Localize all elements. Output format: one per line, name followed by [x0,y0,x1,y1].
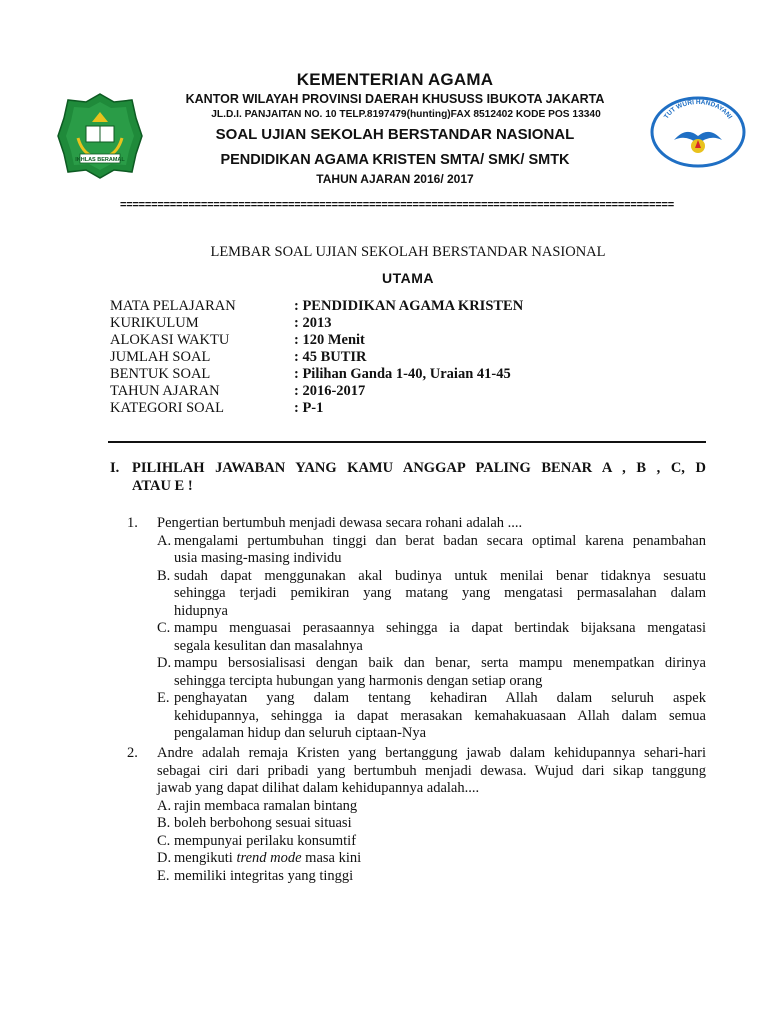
option-text-line: mengalami pertumbuhan tinggi dan berat badan secara optimal karena penambahan [174,532,706,549]
info-row [110,366,710,383]
svg-text:TUT WURI HANDAYANI: TUT WURI HANDAYANI [662,98,734,121]
option-text-line: penghayatan yang dalam tentang kehadiran Allah dalam seluruh aspek [174,690,706,706]
exam-name: SOAL UJIAN SEKOLAH BERSTANDAR NASIONAL [215,126,575,143]
question-text-line: jawab yang dapat dilihat dalam kehidupannya adalah.... [157,780,480,796]
option-text-line: boleh berbohong sesuai situasi [174,815,352,831]
option-text-line: mampu menguasai perasaannya sehingga ia dapat bertindak bijaksana mengatasi [174,620,706,636]
year-line: TAHUN AJARAN 2016/ 2017 [316,172,474,186]
option-text-line: segala kesulitan dan masalahnya [174,637,363,654]
option-text [174,568,706,621]
info-value: : 45 BUTIR [294,349,367,365]
question-text [157,745,706,798]
info-row [110,298,710,315]
option-letter: E. [157,867,170,884]
tut-wuri-handayani-icon [650,96,746,168]
info-value: : PENDIDIKAN AGAMA KRISTEN [294,298,524,314]
info-key: BENTUK SOAL [110,366,211,382]
question-number: 1. [127,515,138,531]
info-key: ALOKASI WAKTU [110,332,230,348]
option-text-line: kehidupannya, sehingga ia dapat merasakan kemahakuasaan Allah dalam semua [174,707,706,724]
option-text [174,690,706,743]
question-text-line: Pengertian bertumbuh menjadi dewasa secara rohani adalah .... [157,515,523,531]
option-text [174,868,706,886]
option-text [174,798,706,816]
option-letter: B. [157,815,171,831]
sheet-title: LEMBAR SOAL UJIAN SEKOLAH BERSTANDAR NASIONAL [210,244,606,260]
svg-text:IKHLAS BERAMAL: IKHLAS BERAMAL [75,157,125,163]
option-text-line: hidupnya [174,602,228,619]
info-key: KATEGORI SOAL [110,400,224,416]
section-instruction-line1: PILIHLAH JAWABAN YANG KAMU ANGGAP PALING BENAR A , B , C, D [132,460,706,476]
option-letter: A. [157,532,172,549]
option-text-line [174,850,706,868]
question-text [157,515,706,533]
option-letter: A. [157,797,172,814]
ministry-title: KEMENTERIAN AGAMA [296,70,494,89]
option-letter: C. [157,620,171,636]
info-key: MATA PELAJARAN [110,298,236,314]
option-text-line: sehingga terjadi pemikiran yang matang yang mengatasi permasalahan dalam [174,585,706,601]
option-text [174,620,706,655]
option-text-italic: trend mode [236,850,302,866]
option-text-part: masa kini [301,850,362,866]
info-key: KURIKULUM [110,315,199,331]
question-number: 2. [127,745,138,761]
info-value: : 2013 [294,315,332,331]
info-value: : P-1 [294,400,324,416]
section-number: I. [110,460,120,476]
sheet-subtitle: UTAMA [381,270,434,286]
option-text [174,815,706,833]
option-text-line: sehingga tercipta hubungan yang harmonis dengan setiap orang [174,672,543,689]
info-row [110,349,710,366]
option-text-line: mampu bersosialisasi dengan baik dan benar, serta mampu menempatkan dirinya [174,655,706,671]
option-text-part: mengikuti [174,850,237,866]
option-text-line: pengalaman hidup dan seluruh ciptaan-Nya [174,725,427,741]
option-text-line: usia masing-masing individu [174,550,342,566]
info-row [110,400,710,417]
info-key: JUMLAH SOAL [110,349,211,365]
info-value: : 120 Menit [294,332,365,348]
question-text-line: Andre adalah remaja Kristen yang bertanggung jawab dalam kehidupannya sehari-hari [157,745,706,761]
office-name: KANTOR WILAYAH PROVINSI DAERAH KHUSUSS IBUKOTA JAKARTA [185,92,605,106]
option-letter: E. [157,690,170,706]
option-letter: C. [157,832,171,849]
option-letter: D. [157,655,172,671]
option-text [174,655,706,690]
office-address: JL.D.I. PANJAITAN NO. 10 TELP.8197479(hunting)FAX 8512402 KODE POS 13340 [211,109,601,120]
info-row [110,383,710,400]
option-letter: B. [157,567,171,584]
double-rule: ========================================================================================= [120,199,674,211]
info-value: : 2016-2017 [294,383,366,399]
option-text-line: rajin membaca ramalan bintang [174,797,358,814]
option-text-line: mempunyai perilaku konsumtif [174,832,357,849]
option-text-line: memiliki integritas yang tinggi [174,867,354,884]
info-value: : Pilihan Ganda 1-40, Uraian 41-45 [294,366,511,382]
option-text [174,850,706,868]
option-text [174,533,706,568]
option-letter: D. [157,850,172,866]
option-text [174,833,706,851]
divider-line [108,441,706,443]
option-text-line: sudah dapat menggunakan akal budinya untuk menilai benar tidaknya sesuatu [174,567,706,584]
info-key: TAHUN AJARAN [110,383,220,399]
info-row [110,315,710,332]
subject-line: PENDIDIKAN AGAMA KRISTEN SMTA/ SMK/ SMTK [220,152,570,168]
info-row [110,332,710,349]
kemenag-emblem-icon [56,92,144,180]
question-text-line: sebagai ciri dari pribadi yang bertumbuh menjadi dewasa. Wujud dari sikap tanggung [157,762,706,779]
exam-info-table [110,298,710,417]
section-instruction-line2: ATAU E ! [132,478,193,494]
